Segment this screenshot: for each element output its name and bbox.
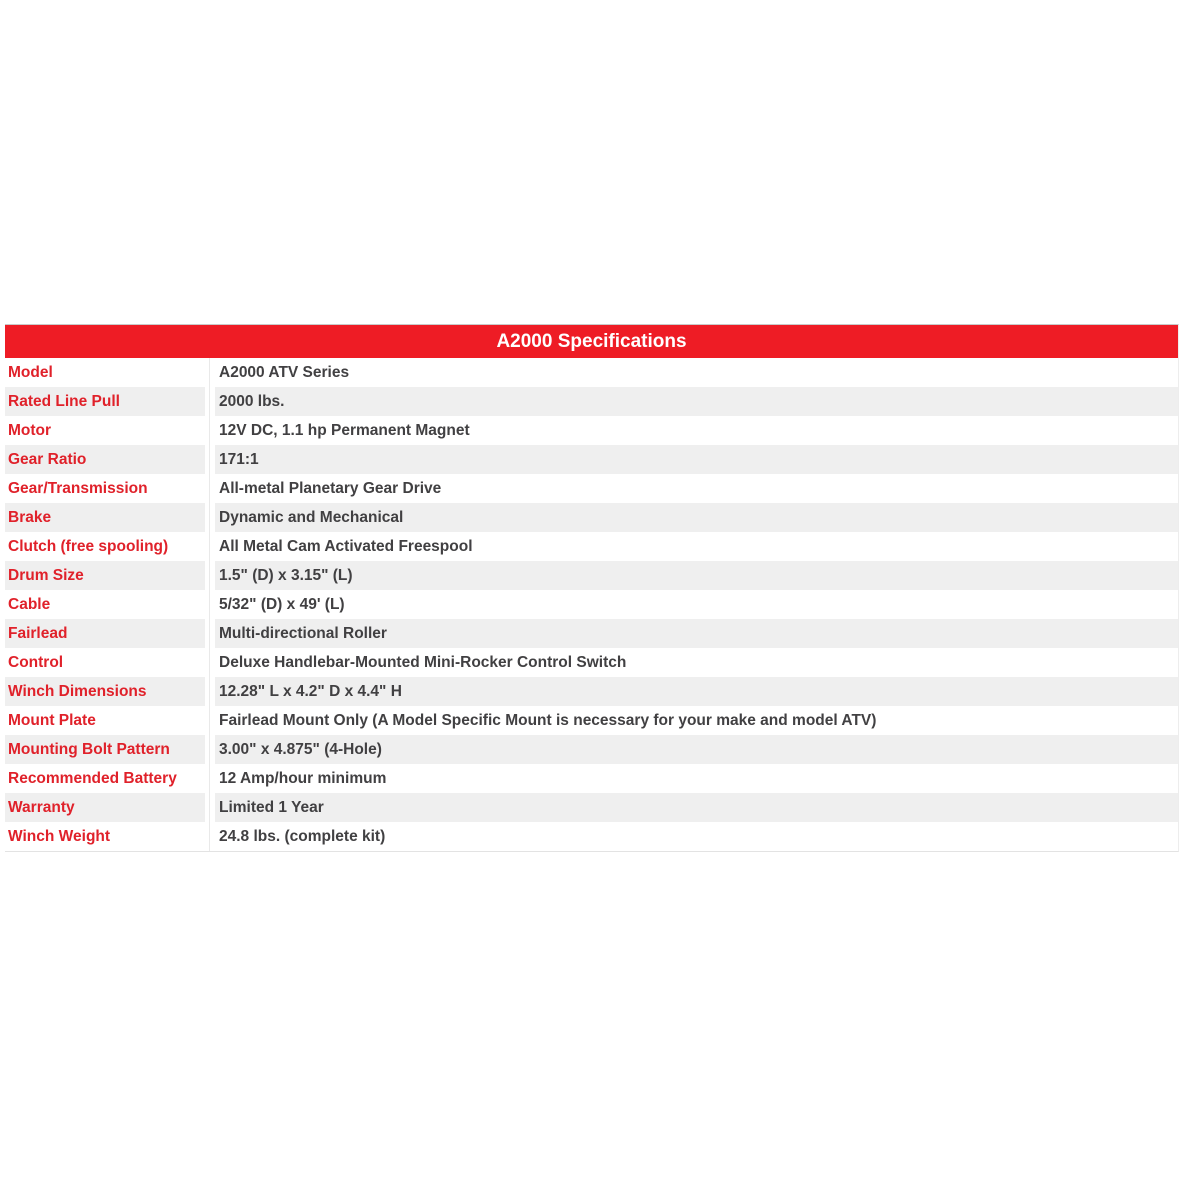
table-row: [5, 474, 1178, 503]
table-row: [5, 416, 1178, 445]
spec-value: Deluxe Handlebar-Mounted Mini-Rocker Control Switch: [219, 654, 627, 671]
table-row: [5, 503, 1178, 532]
table-title: A2000 Specifications: [5, 325, 1178, 358]
spec-label: Warranty: [8, 799, 75, 816]
spec-label: Gear/Transmission: [8, 480, 148, 497]
spec-value: 1.5" (D) x 3.15" (L): [219, 567, 353, 584]
spec-label: Mount Plate: [8, 712, 96, 729]
spec-label: Fairlead: [8, 625, 68, 642]
spec-value: Dynamic and Mechanical: [219, 509, 404, 526]
spec-value: 3.00" x 4.875" (4-Hole): [219, 741, 382, 758]
column-divider: [205, 590, 215, 619]
spec-label: Winch Weight: [8, 828, 111, 845]
spec-value: 24.8 lbs. (complete kit): [219, 828, 386, 845]
column-divider: [205, 358, 215, 387]
column-divider: [205, 532, 215, 561]
table-row: [5, 764, 1178, 793]
table-row: [5, 445, 1178, 474]
spec-label: Motor: [8, 422, 52, 439]
table-row: [5, 677, 1178, 706]
table-row: [5, 619, 1178, 648]
column-divider: [205, 561, 215, 590]
spec-value: 12.28" L x 4.2" D x 4.4" H: [219, 683, 402, 700]
table-row: [5, 532, 1178, 561]
spec-label: Control: [8, 654, 64, 671]
table-row: [5, 648, 1178, 677]
spec-label: Winch Dimensions: [8, 683, 147, 700]
spec-value: A2000 ATV Series: [219, 364, 350, 381]
table-row: [5, 822, 1178, 851]
spec-label: Model: [8, 364, 53, 381]
column-divider: [205, 706, 215, 735]
column-divider: [205, 416, 215, 445]
table-row: [5, 387, 1178, 416]
column-divider: [205, 735, 215, 764]
column-divider: [205, 764, 215, 793]
column-divider: [205, 474, 215, 503]
table-row: [5, 706, 1178, 735]
spec-label: Brake: [8, 509, 52, 526]
spec-value: 171:1: [219, 451, 259, 468]
spec-value: Multi-directional Roller: [219, 625, 387, 642]
column-divider: [205, 793, 215, 822]
spec-value: All-metal Planetary Gear Drive: [219, 480, 442, 497]
column-divider: [205, 387, 215, 416]
table-row: [5, 358, 1178, 387]
table-row: [5, 561, 1178, 590]
column-divider: [205, 677, 215, 706]
column-divider: [205, 619, 215, 648]
spec-label: Clutch (free spooling): [8, 538, 169, 555]
table-body: [5, 358, 1178, 851]
table-row: [5, 793, 1178, 822]
spec-value: Fairlead Mount Only (A Model Specific Mount is necessary for your make and model ATV): [219, 712, 877, 729]
spec-label: Drum Size: [8, 567, 84, 584]
table-row: [5, 735, 1178, 764]
specifications-table: [5, 324, 1179, 852]
spec-value: All Metal Cam Activated Freespool: [219, 538, 473, 555]
column-divider: [205, 503, 215, 532]
column-divider: [205, 648, 215, 677]
spec-value: 12 Amp/hour minimum: [219, 770, 387, 787]
spec-label: Mounting Bolt Pattern: [8, 741, 170, 758]
column-divider: [205, 445, 215, 474]
spec-value: 5/32" (D) x 49' (L): [219, 596, 345, 613]
spec-label: Gear Ratio: [8, 451, 87, 468]
spec-value: 12V DC, 1.1 hp Permanent Magnet: [219, 422, 470, 439]
spec-value: 2000 lbs.: [219, 393, 285, 410]
spec-label: Rated Line Pull: [8, 393, 120, 410]
spec-label: Cable: [8, 596, 51, 613]
spec-value: Limited 1 Year: [219, 799, 324, 816]
column-divider: [205, 822, 215, 851]
table-row: [5, 590, 1178, 619]
spec-label: Recommended Battery: [8, 770, 177, 787]
